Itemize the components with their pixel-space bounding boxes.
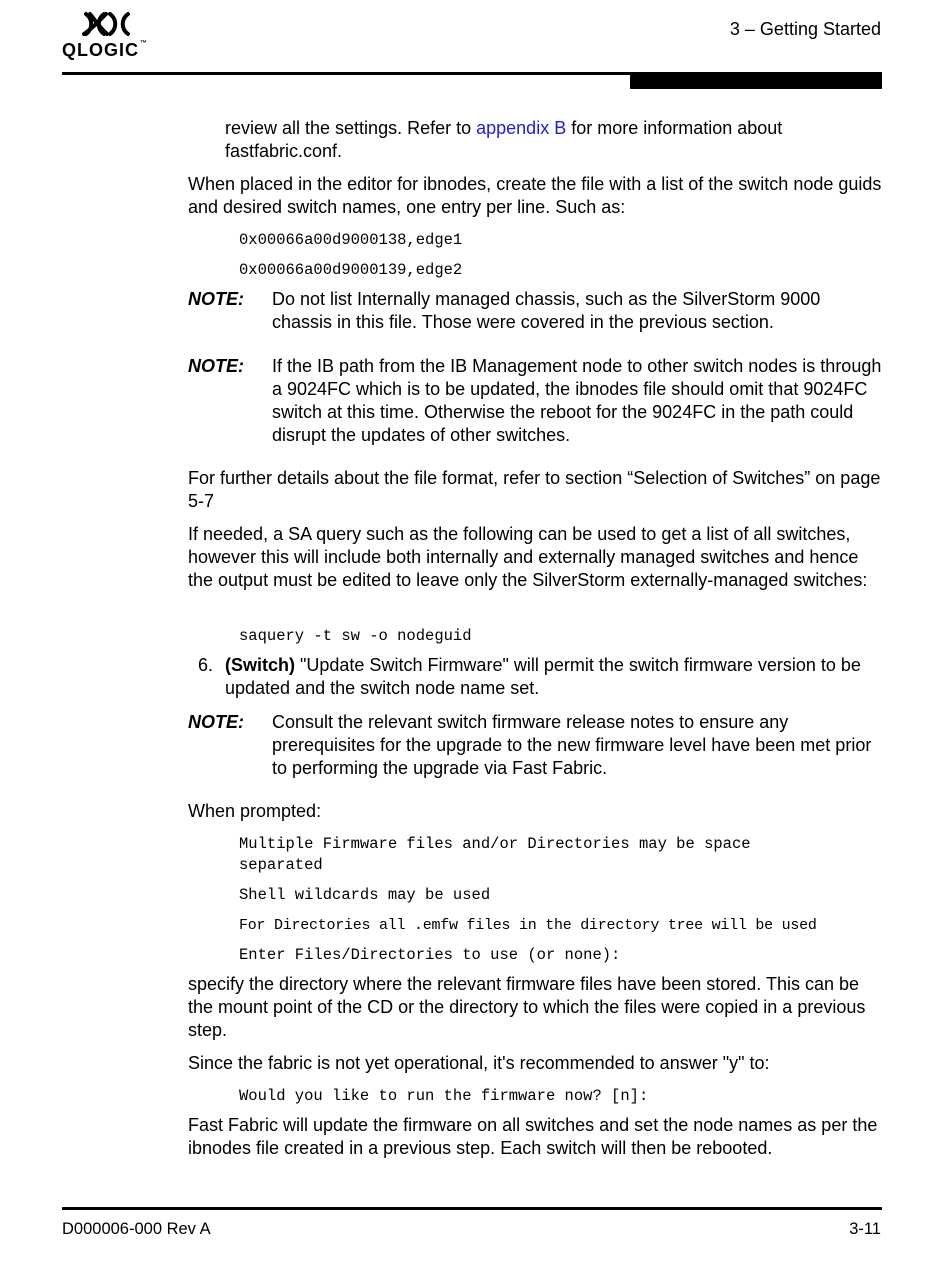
review-paragraph: review all the settings. Refer to appendix B for more information about fastfabric.conf. (225, 118, 783, 161)
specify-directory-paragraph: specify the directory where the relevant firmware files have been stored. This can be the mount point of the CD or the directory to which the files were copied in a previous step. (188, 974, 866, 1040)
code-saquery: saquery -t sw -o nodeguid (239, 627, 472, 645)
prompt-enter-files: Enter Files/Directories to use (or none): (239, 946, 621, 964)
ibnodes-intro: When placed in the editor for ibnodes, create the file with a list of the switch node guids and desired switch names, one entry per line. Such as: (188, 174, 882, 217)
note-label-3: NOTE: (188, 712, 244, 732)
fast-fabric-paragraph: Fast Fabric will update the firmware on all switches and set the node names as per the ibnodes file created in a previous step. Each switch will then be rebooted. (188, 1115, 878, 1158)
prompt-multiple-files: Multiple Firmware files and/or Directories may be space separated (239, 835, 751, 874)
step-6-text: (Switch) "Update Switch Firmware" will permit the switch firmware version to be updated and the switch node name set. (225, 655, 861, 698)
note-text-2: If the IB path from the IB Management node to other switch nodes is through a 9024FC which is to be updated, the ibnodes file should omit that 9024FC switch at this time. Otherwise the reboot for the 9024FC in the path could disrupt the updates of other switches. (272, 356, 882, 445)
document-id: D000006-000 Rev A (62, 1220, 211, 1238)
note-text-3: Consult the relevant switch firmware release notes to ensure any prerequisites for the upgrade to the new firmware level have been met prior to performing the upgrade via Fast Fabric. (272, 712, 872, 778)
further-details-paragraph: For further details about the file format, refer to section “Selection of Switches” on page 5-7 (188, 468, 881, 511)
prompt-directories: For Directories all .emfw files in the directory tree will be used (239, 917, 817, 934)
when-prompted: When prompted: (188, 801, 322, 821)
note-text-1: Do not list Internally managed chassis, such as the SilverStorm 9000 chassis in this file. Those were covered in the previous section. (272, 289, 821, 332)
prompt-run-firmware: Would you like to run the firmware now? [n]: (239, 1087, 649, 1105)
page-number: 3-11 (849, 1220, 881, 1238)
step-6-number: 6. (198, 655, 214, 675)
note-label-1: NOTE: (188, 289, 244, 309)
appendix-b-link[interactable]: appendix B (476, 118, 567, 138)
sa-query-paragraph: If needed, a SA query such as the following can be used to get a list of all switches, however this will include both internally and externally managed switches and hence the output must be edited to leave only the SilverStorm externally-managed switches: (188, 524, 868, 590)
prompt-wildcards: Shell wildcards may be used (239, 886, 491, 904)
since-fabric-paragraph: Since the fabric is not yet operational, it's recommended to answer "y" to: (188, 1053, 770, 1073)
header-bar (630, 75, 882, 89)
code-entry-1: 0x00066a00d9000138,edge1 (239, 231, 463, 249)
chapter-title: 3 – Getting Started (729, 19, 881, 39)
code-entry-2: 0x00066a00d9000139,edge2 (239, 261, 463, 279)
note-label-2: NOTE: (188, 356, 244, 376)
footer-rule (62, 1207, 882, 1210)
logo-wordmark: QLOGIC™ (62, 40, 148, 60)
